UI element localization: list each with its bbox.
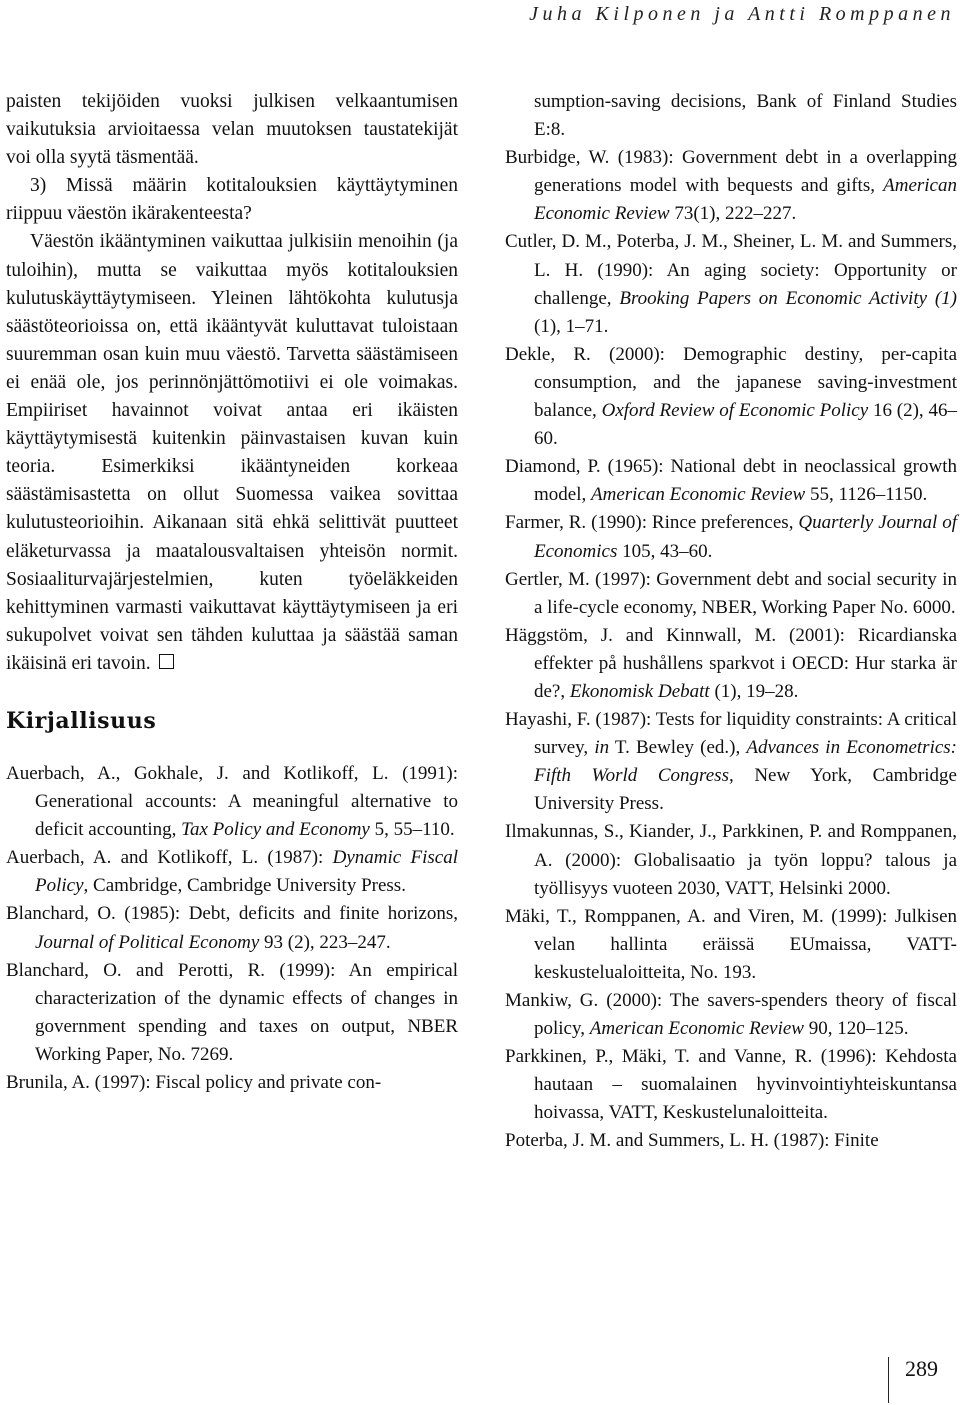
reference-entry: Auerbach, A. and Kotlikoff, L. (1987): Dynamic Fiscal Policy, Cambridge, Cambridge University Press. — [6, 847, 458, 897]
body-paragraph: paisten tekijöiden vuoksi julkisen velkaantumisen vaikutuksia arvioitaessa velan muutoksen taustatekijät voi olla syytä täsmentää. — [6, 91, 458, 169]
reference-entry: Poterba, J. M. and Summers, L. H. (1987): Finite — [505, 1130, 879, 1152]
page-number-rule — [888, 1357, 889, 1403]
reference-entry: Diamond, P. (1965): National debt in neoclassical growth model, American Economic Review 55, 1126–1150. — [505, 456, 957, 506]
reference-entry: Ilmakunnas, S., Kiander, J., Parkkinen, P. and Romppanen, A. (2000): Globalisaatio ja työn loppu? talous ja työllisyys vuoteen 2030, VATT, Helsinki 2000. — [505, 821, 957, 899]
reference-entry: Häggstöm, J. and Kinnwall, M. (2001): Ricardianska effekter på hushållens sparkvot i OECD: Hur starka är de?, Ekonomisk Debatt (1), 19–28. — [505, 624, 957, 702]
body-paragraph-text: Väestön ikääntyminen vaikuttaa julkisiin menoihin (ja tuloihin), mutta se vaikuttaa myös kotitalouksien kulutuskäyttäytymiseen. Yleinen lähtökohta kulutusja säästöteorioissa on, että ikääntyvät kuluttavat tuloistaan suuremman osan kuin muu väestö. Tarvetta säästämiseen ei enää ole, jos perinnönjättömotiivi ei ole voimakas. Empiiriset havainnot voivat antaa eri ikäisten käyttäytymisestä kuitenkin päinvastaisen kuvan kuin teoria. Esimerkiksi ikääntyneiden korkeaa säästämisastetta on ollut Suomessa vaikea sovittaa kulutusteorioihin. Aikanaan sitä ehkä selittivät puutteet eläketurvassa ja maatalousvaltaisen yhteisön normit. Sosiaaliturvajärjestelmien, kuten työeläkkeiden kehittyminen varmasti vaikuttavat käyttäytymiseen ja eri sukupolvet voivat sen tähden kuluttaa ja säästää saman ikäisinä eri tavoin. — [6, 231, 458, 674]
reference-entry: Dekle, R. (2000): Demographic destiny, per-capita consumption, and the japanese saving-investment balance, Oxford Review of Economic Policy 16 (2), 46–60. — [505, 343, 958, 450]
end-of-section-box-icon — [159, 654, 174, 669]
reference-entry: Cutler, D. M., Poterba, J. M., Sheiner, L. M. and Summers, L. H. (1990): An aging society: Opportunity or challenge, Brooking Papers on Economic Activity (1) (1), 1–71. — [505, 231, 957, 337]
reference-entry: Hayashi, F. (1987): Tests for liquidity constraints: A critical survey, in T. Bewley (ed.), Advances in Econometrics: Fifth World Congress, New York, Cambridge University Press. — [505, 709, 958, 815]
body-text — [6, 88, 458, 678]
reference-entry: Auerbach, A., Gokhale, J. and Kotlikoff, L. (1991): Generational accounts: A meaningful alternative to deficit accounting, Tax Policy and Economy 5, 55–110. — [6, 762, 458, 841]
reference-entry: Burbidge, W. (1983): Government debt in a overlapping generations model with bequests and gifts, American Economic Review 73(1), 222–227. — [505, 147, 957, 225]
running-head: Juha Kilponen ja Antti Romppanen — [529, 3, 955, 25]
reference-entry: Parkkinen, P., Mäki, T. and Vanne, R. (1996): Kehdosta hautaan – suomalainen hyvinvointiyhteiskuntansa hoivassa, VATT, Keskustelunaloitteita. — [505, 1046, 957, 1124]
references-left — [6, 760, 458, 1097]
reference-continuation: sumption-saving decisions, Bank of Finland Studies E:8. — [534, 91, 957, 141]
reference-entry: Mankiw, G. (2000): The savers-spenders theory of fiscal policy, American Economic Review 90, 120–125. — [505, 990, 957, 1040]
reference-entry: Brunila, A. (1997): Fiscal policy and private con- — [6, 1072, 382, 1093]
body-paragraph — [6, 228, 458, 678]
reference-entry: Blanchard, O. and Perotti, R. (1999): An empirical characterization of the dynamic effects of changes in government spending and taxes on output, NBER Working Paper, No. 7269. — [6, 959, 458, 1065]
reference-entry: Farmer, R. (1990): Rince preferences, Quarterly Journal of Economics 105, 43–60. — [505, 512, 957, 562]
reference-entry: Blanchard, O. (1985): Debt, deficits and finite horizons, Journal of Political Economy 93 (2), 223–247. — [6, 903, 458, 953]
references-right — [505, 88, 957, 1156]
reference-entry: Gertler, M. (1997): Government debt and social security in a life-cycle economy, NBER, Working Paper No. 6000. — [505, 568, 957, 618]
left-column — [6, 88, 458, 1097]
page-number: 289 — [905, 1356, 938, 1381]
right-column — [505, 88, 957, 1156]
reference-entry: Mäki, T., Romppanen, A. and Viren, M. (1999): Julkisen velan hallinta eräissä EUmaissa, VATT-keskustelualoitteita, No. 193. — [505, 905, 957, 983]
section-title: Kirjallisuus — [6, 707, 157, 734]
body-paragraph-question: 3) Missä määrin kotitalouksien käyttäytyminen riippuu väestön ikärakenteesta? — [6, 175, 458, 225]
